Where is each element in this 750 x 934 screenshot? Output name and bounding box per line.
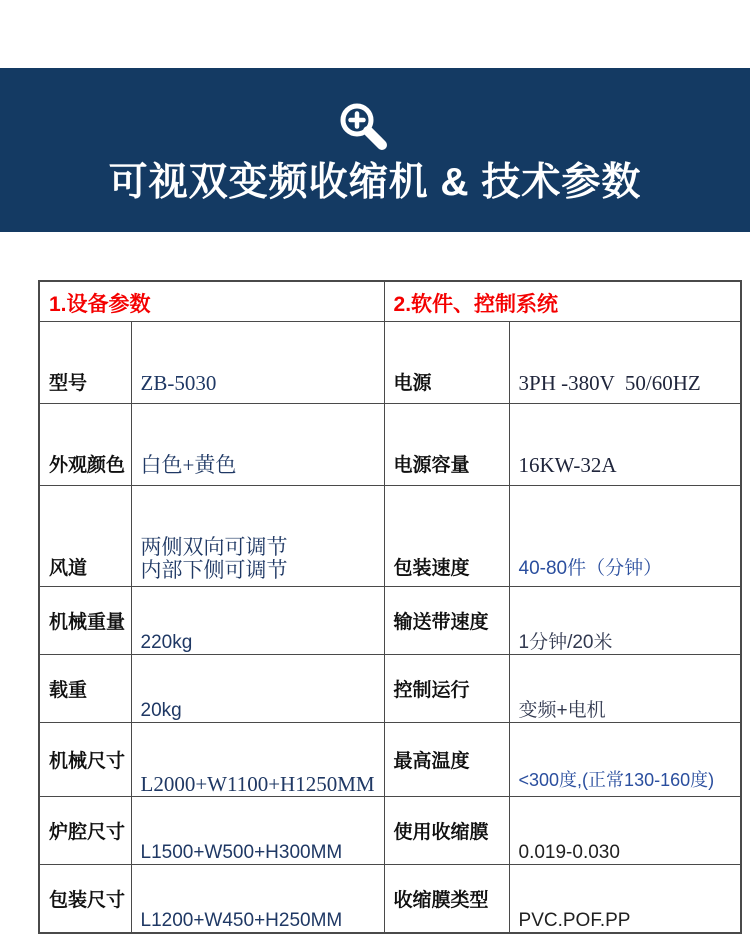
spec-value: ZB-5030 [131,321,384,403]
spec-label: 包装尺寸 [39,864,131,933]
spec-value: L1200+W450+H250MM [131,864,384,933]
spec-value: 40-80件（分钟） [509,485,741,586]
spec-value: PVC.POF.PP [509,864,741,933]
zoom-in-magnifier-icon [333,98,395,158]
spec-label: 炉腔尺寸 [39,796,131,864]
spec-value: 1分钟/20米 [509,586,741,654]
spec-label: 外观颜色 [39,403,131,485]
table-row [39,722,741,796]
spec-value: L1500+W500+H300MM [131,796,384,864]
spec-value: 220kg [131,586,384,654]
table-header-row [39,281,741,321]
page-title: 可视双变频收缩机 & 技术参数 [108,160,642,204]
spec-table-container [38,280,742,934]
spec-label: 收缩膜类型 [384,864,509,933]
table-row [39,321,741,403]
spec-label: 包装速度 [384,485,509,586]
spec-label: 风道 [39,485,131,586]
spec-label: 载重 [39,654,131,722]
table-row [39,654,741,722]
spec-label: 输送带速度 [384,586,509,654]
spec-value: 白色+黄色 [131,403,384,485]
spec-label: 型号 [39,321,131,403]
table-row [39,403,741,485]
spec-label: 电源 [384,321,509,403]
table-row [39,796,741,864]
spec-value: 变频+电机 [509,654,741,722]
spec-label: 机械尺寸 [39,722,131,796]
spec-label: 控制运行 [384,654,509,722]
spec-label: 使用收缩膜 [384,796,509,864]
spec-value: <300度,(正常130-160度) [509,722,741,796]
table-row [39,864,741,933]
section-header-software: 2.软件、控制系统 [384,281,741,321]
spec-value: 0.019-0.030 [509,796,741,864]
spec-value: 20kg [131,654,384,722]
spec-label: 电源容量 [384,403,509,485]
title-banner [0,68,750,232]
section-header-equipment: 1.设备参数 [39,281,384,321]
spec-table [38,280,742,934]
spec-label: 最高温度 [384,722,509,796]
spec-value: L2000+W1100+H1250MM [131,722,384,796]
spec-label: 机械重量 [39,586,131,654]
table-row [39,485,741,586]
spec-value: 3PH -380V 50/60HZ [509,321,741,403]
spec-value: 16KW-32A [509,403,741,485]
spec-value: 两侧双向可调节 内部下侧可调节 [131,485,384,586]
table-row [39,586,741,654]
